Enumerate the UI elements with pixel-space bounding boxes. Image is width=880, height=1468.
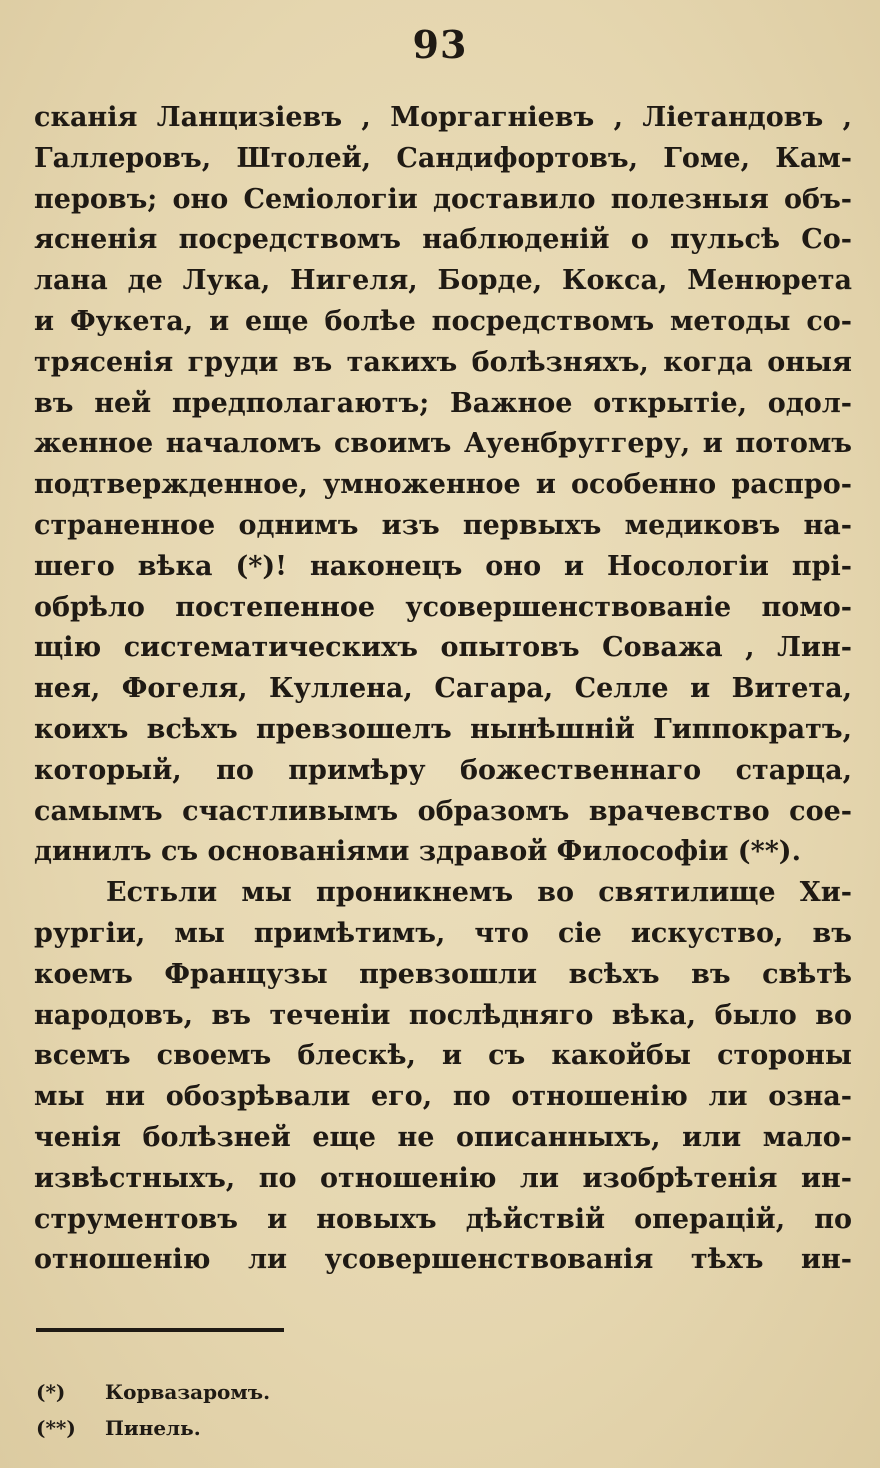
footnote-marker: (*) <box>36 1380 66 1404</box>
body-text <box>34 98 852 1281</box>
footnote-marker: (**) <box>36 1416 76 1440</box>
text-line: Галлеровъ, Штолей, Сандифортовъ, Гоме, Кам- <box>34 142 852 174</box>
text-line: который, по примѣру божественнаго старца, <box>34 754 852 786</box>
text-line: народовъ, въ теченіи послѣдняго вѣка, было во <box>34 999 852 1031</box>
text-line: рургіи, мы примѣтимъ, что сіе искуство, въ <box>34 917 852 949</box>
footnote-1 <box>36 1374 636 1410</box>
text-line: нея, Фогеля, Куллена, Сагара, Селле и Витета, <box>34 673 852 705</box>
footnote-text: Пинель. <box>104 1416 201 1440</box>
footnote-divider <box>36 1328 284 1332</box>
text-line: ясненія посредствомъ наблюденій о пульсѣ Со- <box>34 224 852 256</box>
footnote-text: Корвазаромъ. <box>104 1380 271 1404</box>
text-line: динилъ съ основаніями здравой Философіи (**). <box>34 836 801 868</box>
text-line: въ ней предполагаютъ; Важное открытіе, одол- <box>34 387 852 419</box>
text-line: трясенія груди въ такихъ болѣзняхъ, когда оныя <box>34 346 852 378</box>
text-line: извѣстныхъ, по отношенію ли изобрѣтенія ин- <box>34 1162 852 1194</box>
footnotes <box>36 1374 636 1446</box>
page-number: 93 <box>412 22 468 67</box>
text-line: струментовъ и новыхъ дѣйствій операцій, по <box>34 1203 852 1235</box>
text-line: мы ни обозрѣвали его, по отношенію ли озна- <box>34 1081 852 1113</box>
text-line: и Фукета, и еще болѣе посредствомъ методы со- <box>34 305 852 337</box>
text-line: самымъ счастливымъ образомъ врачевство сое- <box>34 795 852 827</box>
paragraph-start-line: Естьли мы проникнемъ во святилище Хи- <box>106 877 852 909</box>
text-line: коихъ всѣхъ превзошелъ нынѣшній Гиппократъ, <box>34 713 852 745</box>
text-line: перовъ; оно Семіологіи доставило полезныя объ- <box>34 183 852 215</box>
text-line: коемъ Французы превзошли всѣхъ въ свѣтѣ <box>34 958 852 990</box>
text-line: лана де Лука, Нигеля, Борде, Кокса, Менюрета <box>34 265 852 297</box>
text-line: страненное однимъ изъ первыхъ медиковъ на- <box>34 509 852 541</box>
text-line: подтвержденное, умноженное и особенно распро- <box>34 469 852 501</box>
text-line: ченія болѣзней еще не описанныхъ, или мало- <box>34 1121 852 1153</box>
text-line: обрѣло постепенное усовершенствованіе помо- <box>34 591 852 623</box>
text-line: сканія Ланцизіевъ , Моргагніевъ , Ліетандовъ , <box>34 102 852 133</box>
text-line: всемъ своемъ блескѣ, и съ какойбы стороны <box>34 1040 852 1072</box>
text-line: женное началомъ своимъ Ауенбруггеру, и потомъ <box>34 428 852 460</box>
text-line: щію систематическихъ опытовъ Соважа , Лин- <box>34 632 852 664</box>
text-line: отношенію ли усовершенствованія тѣхъ ин- <box>34 1244 852 1276</box>
text-line: шего вѣка (*)! наконецъ оно и Носологіи прі- <box>34 550 852 582</box>
footnote-2 <box>36 1410 636 1446</box>
